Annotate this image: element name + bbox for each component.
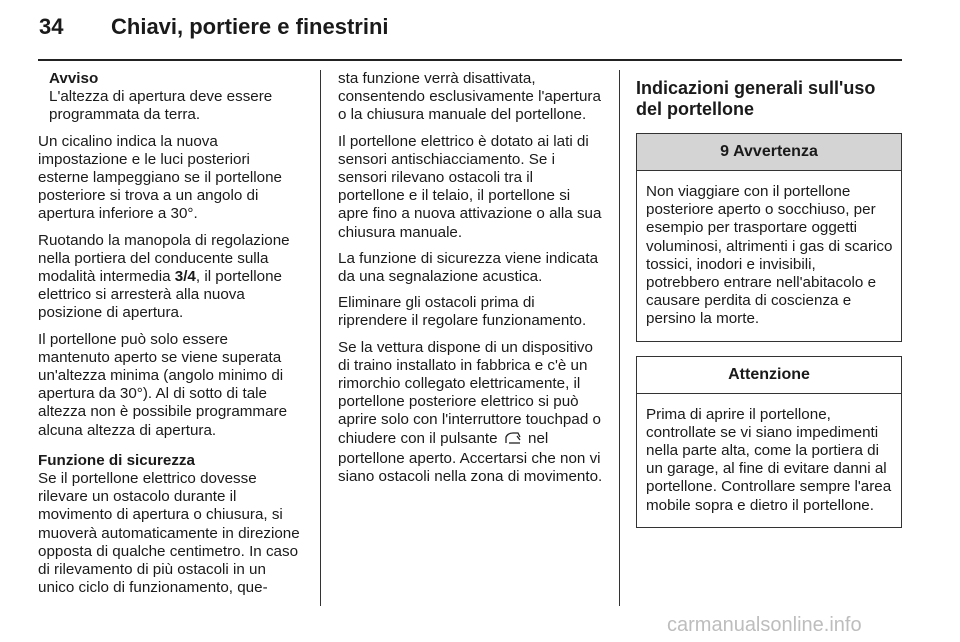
text-run: Ruotando la manopola di regolazione nella portiera del conducente sulla modalità intermedia [38,231,290,286]
page-number: 34 [39,14,64,39]
mode-label: 3/4 [174,268,196,286]
caution-title: Attenzione [728,365,810,383]
caution-header [637,357,901,394]
warning-title: Avvertenza [733,142,818,160]
paragraph: Se il portellone elettrico dovesse rilevare un ostacolo durante il movimento di apertura o chiusura, si muoverà automaticamente in direzione opposta di qualche centimetro. In caso di rilevamento di più ostacoli in un unico ciclo di funzionamento, que- [38,470,300,597]
text-run: Se la vettura dispone di un dispositivo di traino installato in fabbrica e c'è un rimorchio collegato elettricamente, il portellone posteriore elettrico si può aprire solo con l'interruttore touchpad o chiudere con il pulsante [338,338,601,447]
header-rule [38,59,902,61]
warning-box [636,133,902,342]
note-box [49,70,302,125]
caution-box [636,356,902,528]
paragraph [338,339,603,487]
paragraph: Eliminare gli ostacoli prima di riprendere il regolare funzionamento. [338,294,587,330]
text-run: nel portellone aperto. Accertarsi che non vi siano ostacoli nella zona di movimento. [338,429,603,486]
column-middle [338,70,603,494]
page-title: Chiavi, portiere e finestrini [111,14,389,39]
warning-header [637,134,901,171]
caution-text: Prima di aprire il portellone, controllate se vi siano impedimenti nella parte alta, come la portiera di un garage, al fine di evitare danni al portellone. Controllare sempre l'area mobile sopra e dietro il portellone. [646,405,892,514]
paragraph [38,232,302,323]
section-heading: Indicazioni generali sull'uso del portellone [636,78,876,119]
section-title: Funzione di sicurezza [38,451,195,469]
paragraph: La funzione di sicurezza viene indicata da una segnalazione acustica. [338,249,599,286]
warning-triangle-icon: 9 [720,142,730,160]
column-right [636,70,902,542]
paragraph: Il portellone elettrico è dotato ai lati di sensori antischiacciamento. Se i sensori rilevano ostacoli tra il portellone e il telaio, il portellone si apre fino a nuova attivazione o alla sua chiusura manuale. [338,132,602,241]
column-divider [320,70,321,606]
paragraph: Un cicalino indica la nuova impostazione e le luci posteriori esterne lampeggiano se il portellone posteriore si trova a un angolo di apertura inferiore a 30°. [38,132,283,223]
watermark: carmanualsonline.info [667,614,862,636]
column-divider [619,70,620,606]
warning-text: Non viaggiare con il portellone posteriore aperto o socchiuso, per esempio per trasportare oggetti voluminosi, altrimenti i gas di scarico tossici, inodori e invisibili, potrebbero entrare nell'abitacolo e causare perdita di coscienza e persino la morte. [646,183,893,328]
text-run: , il portellone elettrico si arresterà alla nuova posizione di apertura. [38,268,283,322]
paragraph: Il portellone può solo essere mantenuto aperto se viene superata un'altezza minima (angolo minimo di apertura da 30°). Al di sotto di tale altezza non è possibile programmare alcuna altezza di apertura. [38,330,288,439]
paragraph: sta funzione verrà disattivata, consentendo esclusivamente l'apertura o la chiusura manuale del portellone. [338,70,601,124]
tailgate-icon [504,431,522,450]
note-text: L'altezza di apertura deve essere programmata da terra. [49,88,273,124]
page-header [39,14,389,40]
note-title: Avviso [49,70,99,87]
column-left [38,70,302,605]
